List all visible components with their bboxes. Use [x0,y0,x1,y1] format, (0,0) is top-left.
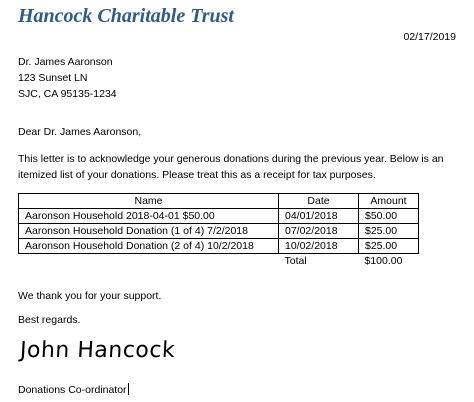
organization-title: Hancock Charitable Trust [18,5,234,27]
column-header-amount: Amount [359,194,419,209]
salutation: Dear Dr. James Aaronson, [18,126,142,138]
donation-amount: $25.00 [359,239,419,254]
signer-title-line[interactable] [18,383,129,396]
table-row [19,209,419,224]
donation-name: Aaronson Household Donation (2 of 4) 10/2/2018 [19,239,279,254]
donation-name: Aaronson Household 2018-04-01 $50.00 [19,209,279,224]
column-header-name: Name [19,194,279,209]
donation-name: Aaronson Household Donation (1 of 4) 7/2/2018 [19,224,279,239]
table-row [19,239,419,254]
total-amount: $100.00 [364,255,403,267]
total-label: Total [284,255,307,267]
donation-date: 07/02/2018 [279,224,359,239]
donation-amount: $25.00 [359,224,419,239]
recipient-name: Dr. James Aaronson [18,56,113,68]
closing-line: Best regards. [18,314,81,326]
signer-title: Donations Co-ordinator [18,384,127,396]
letter-date: 02/17/2019 [403,31,456,43]
handwritten-signature: John Hancock [19,338,176,363]
recipient-city-line: SJC, CA 95135-1234 [18,88,117,100]
table-header-row [19,194,419,209]
text-cursor [128,383,129,395]
recipient-address [18,54,117,102]
table-row [19,224,419,239]
donations-table [18,193,419,268]
recipient-street: 123 Sunset LN [18,72,88,84]
thanks-line: We thank you for your support. [18,290,162,302]
donation-amount: $50.00 [359,209,419,224]
donation-date: 04/01/2018 [279,209,359,224]
total-spacer [19,254,279,269]
letter-body: This letter is to acknowledge your generous donations during the previous year. Below is an itemized list of your donations. Please treat this as a receipt for tax purposes. [18,153,444,181]
column-header-date: Date [279,194,359,209]
donation-date: 10/02/2018 [279,239,359,254]
total-row [19,254,419,269]
